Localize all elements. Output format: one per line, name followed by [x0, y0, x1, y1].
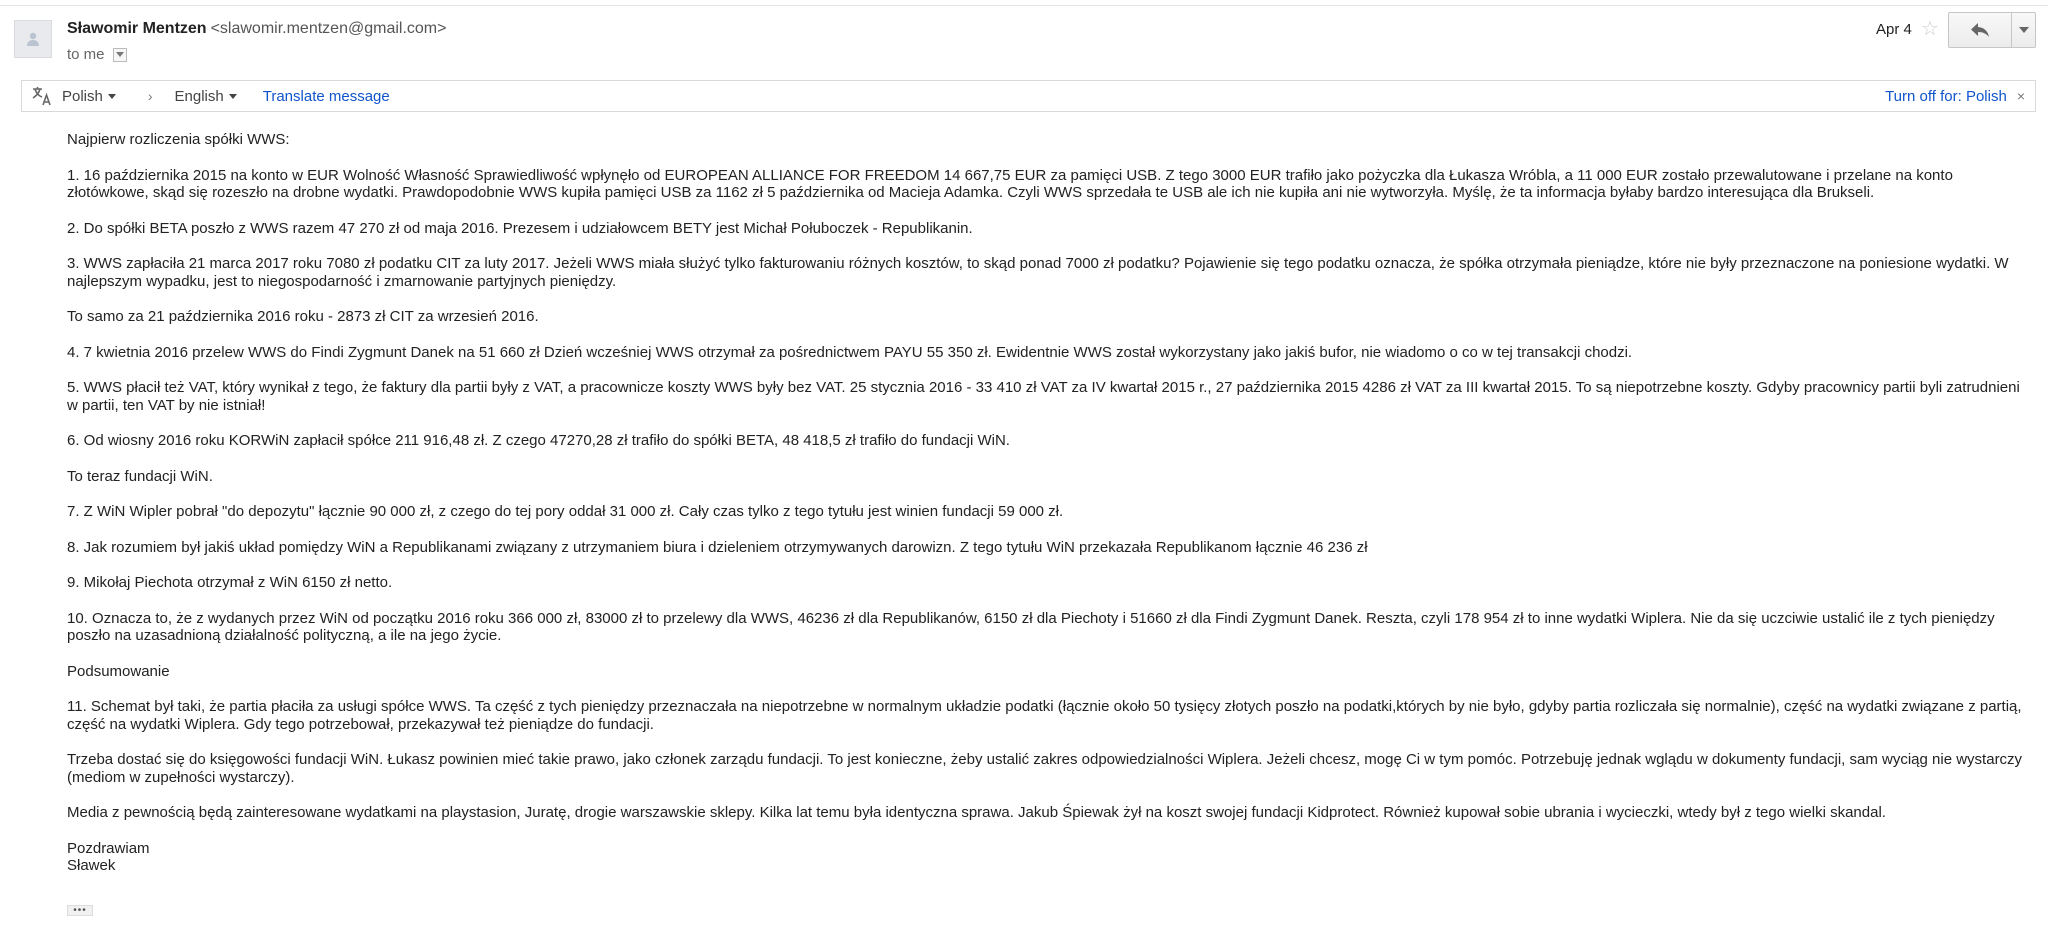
body-paragraph: 7. Z WiN Wipler pobrał "do depozytu" łącznie 90 000 zł, z czego do tej pory oddał 31 000 zł. Cały czas tylko z tego tytułu jest winien fundacji 59 000 zł.	[67, 503, 1064, 520]
body-paragraph: Najpierw rozliczenia spółki WWS:	[67, 131, 290, 148]
body-paragraph: 1. 16 października 2015 na konto w EUR Wolność Własność Sprawiedliwość wpłynęło od EUROPEAN ALLIANCE FOR FREEDOM 14 667,75 EUR za pamięci USB. Z tego 3000 EUR trafiło jako pożyczka dla Łukasza Wróbla, a 11 000 EUR zostało przewalutowane i przelane na konto złotówkowe, skąd się rozeszło na drobne wydatki. Prawdopodobnie WWS kupiła pamięci USB za 1162 zł 5 października od Macieja Adamka. Czyli WWS sprzedała te USB ale ich nie kupiła ani nie wytworzyła. Myślę, że ta informacja byłaby bardzo interesująca dla Brukseli.	[67, 166, 1953, 201]
signature: Sławek	[67, 857, 116, 874]
more-actions-button[interactable]	[2012, 13, 2035, 47]
body-paragraph: 4. 7 kwietnia 2016 przelew WWS do Findi Zygmunt Danek na 51 660 zł Dzień wcześniej WWS otrzymał za pośrednictwem PAYU 55 350 zł. Ewidentnie WWS został wykorzystany jako jakiś bufor, nie wiadomo o co w tej transakcji chodzi.	[67, 343, 1633, 361]
message-date: Apr 4	[1876, 21, 1912, 38]
translate-icon	[22, 81, 62, 111]
show-trimmed-content-button[interactable]: •••	[67, 905, 93, 916]
chevron-down-icon	[2019, 27, 2029, 33]
body-paragraph: To teraz fundacji WiN.	[67, 467, 213, 485]
sender-email: <slawomir.mentzen@gmail.com>	[210, 20, 447, 37]
body-paragraph: Podsumowanie	[67, 662, 170, 680]
recipient-details-button[interactable]	[113, 48, 127, 62]
body-paragraph: 8. Jak rozumiem był jakiś układ pomiędzy WiN a Republikanami związany z utrzymaniem biura i dzieleniem otrzymywanych darowizn. Z tego tytułu WiN przekazała Republikanom łącznie 46 236 zł	[67, 538, 1368, 556]
reply-button[interactable]	[1949, 13, 2012, 47]
caret-down-icon	[229, 94, 237, 99]
top-divider	[0, 5, 2048, 6]
person-icon	[25, 31, 41, 47]
body-paragraph: 5. WWS płacił też VAT, który wynikał z tego, że faktury dla partii były z VAT, a pracownicze koszty WWS były bez VAT. 25 stycznia 2016 - 33 410 zł VAT za IV kwartał 2015 r., 27 października 2015 4286 zł VAT za III kwartał 2015. To są niepotrzebne koszty. Gdyby pracownicy partii byli zatrudnieni w partii, ten VAT by nie istniał!	[67, 379, 2020, 414]
source-language-select[interactable]	[62, 88, 116, 105]
body-paragraph: 11. Schemat był taki, że partia płaciła za usługi spółce WWS. Ta część z tych pieniędzy przeznaczała na niepotrzebne w normalnym układzie podatki (łącznie około 50 tysięcy złotych poszło na podatki,których by nie było, gdyby partia rozliczała się normalnie), część na wydatki związane z partią, część na wydatki Wiplera. Gdy tego potrzebował, przekazywał też pieniądze do fundacji.	[67, 698, 2022, 733]
star-icon[interactable]: ☆	[1921, 18, 1939, 40]
body-paragraph: To samo za 21 października 2016 roku - 2873 zł CIT za wrzesień 2016.	[67, 308, 539, 325]
reply-button-group	[1948, 12, 2036, 48]
message-body	[67, 131, 2027, 875]
body-paragraph: 3. WWS zapłaciła 21 marca 2017 roku 7080 zł podatku CIT za luty 2017. Jeżeli WWS miała służyć tylko fakturowaniu różnych kosztów, to skąd ponad 7000 zł podatku? Pojawienie się tego podatku oznacza, że spółka otrzymała pieniądze, które nie były przeznaczone na poniesione wydatki. W najlepszym wypadku, jest to niegospodarność i zmarnowanie partyjnych pieniędzy.	[67, 255, 2009, 290]
sender-avatar[interactable]	[14, 20, 52, 58]
reply-icon	[1970, 22, 1990, 38]
target-language-select[interactable]	[175, 88, 237, 105]
body-paragraph: 10. Oznacza to, że z wydanych przez WiN od początku 2016 roku 366 000 zł, 83000 zł to przelewy dla WWS, 46236 zł dla Republikanów, 6150 zł dla Piechoty i 51660 zł dla Findi Zygmunt Danek. Reszta, czyli 178 954 zł to inne wydatki Wiplera. Nie da się uczciwie ustalić ile z tych pieniędzy poszło na uzasadnioną działalność polityczną, a ile na jego życie.	[67, 609, 1995, 644]
target-language-label: English	[174, 87, 224, 105]
caret-down-icon	[108, 94, 116, 99]
chevron-down-icon	[116, 52, 124, 58]
sender	[67, 20, 446, 38]
source-language-label: Polish	[62, 87, 103, 105]
body-paragraph: 9. Mikołaj Piechota otrzymał z WiN 6150 zł netto.	[67, 574, 393, 591]
body-paragraph: Trzeba dostać się do księgowości fundacji WiN. Łukasz powinien mieć takie prawo, jako członek zarządu fundacji. To jest konieczne, żeby ustalić zakres odpowiedzialności Wiplera. Jeżeli chcesz, mogę Ci w tym pomóc. Potrzebuję jednak wglądu w dokumenty fundacji, sam wyciąg nie wystarczy (mediom w zupełności wystarczy).	[67, 751, 2023, 786]
turn-off-translation-link[interactable]: Turn off for: Polish	[1885, 87, 2007, 105]
body-paragraph: Media z pewnością będą zainteresowane wydatkami na playstasion, Juratę, drogie warszawskie sklepy. Kilka lat temu była identyczna sprawa. Jakub Śpiewak żył na koszt swojej fundacji Kidprotect. Również kupował sobie ubrania i wycieczki, wtedy był z tego wielki skandal.	[67, 804, 1886, 821]
language-separator: ›	[147, 88, 153, 104]
closing-greeting: Pozdrawiam	[67, 839, 150, 857]
close-icon[interactable]: ×	[2016, 88, 2025, 104]
body-paragraph: 6. Od wiosny 2016 roku KORWiN zapłacił spółce 211 916,48 zł. Z czego 47270,28 zł trafiło do spółki BETA, 48 418,5 zł trafiło do fundacji WiN.	[67, 432, 1010, 449]
translate-message-link[interactable]: Translate message	[262, 87, 390, 105]
recipient-line	[67, 46, 127, 63]
translate-bar	[21, 80, 2036, 112]
recipient-label: to me	[67, 46, 105, 63]
body-paragraph: 2. Do spółki BETA poszło z WWS razem 47 270 zł od maja 2016. Prezesem i udziałowcem BETY jest Michał Połuboczek - Republikanin.	[67, 219, 973, 237]
sender-name[interactable]: Sławomir Mentzen	[67, 20, 207, 37]
